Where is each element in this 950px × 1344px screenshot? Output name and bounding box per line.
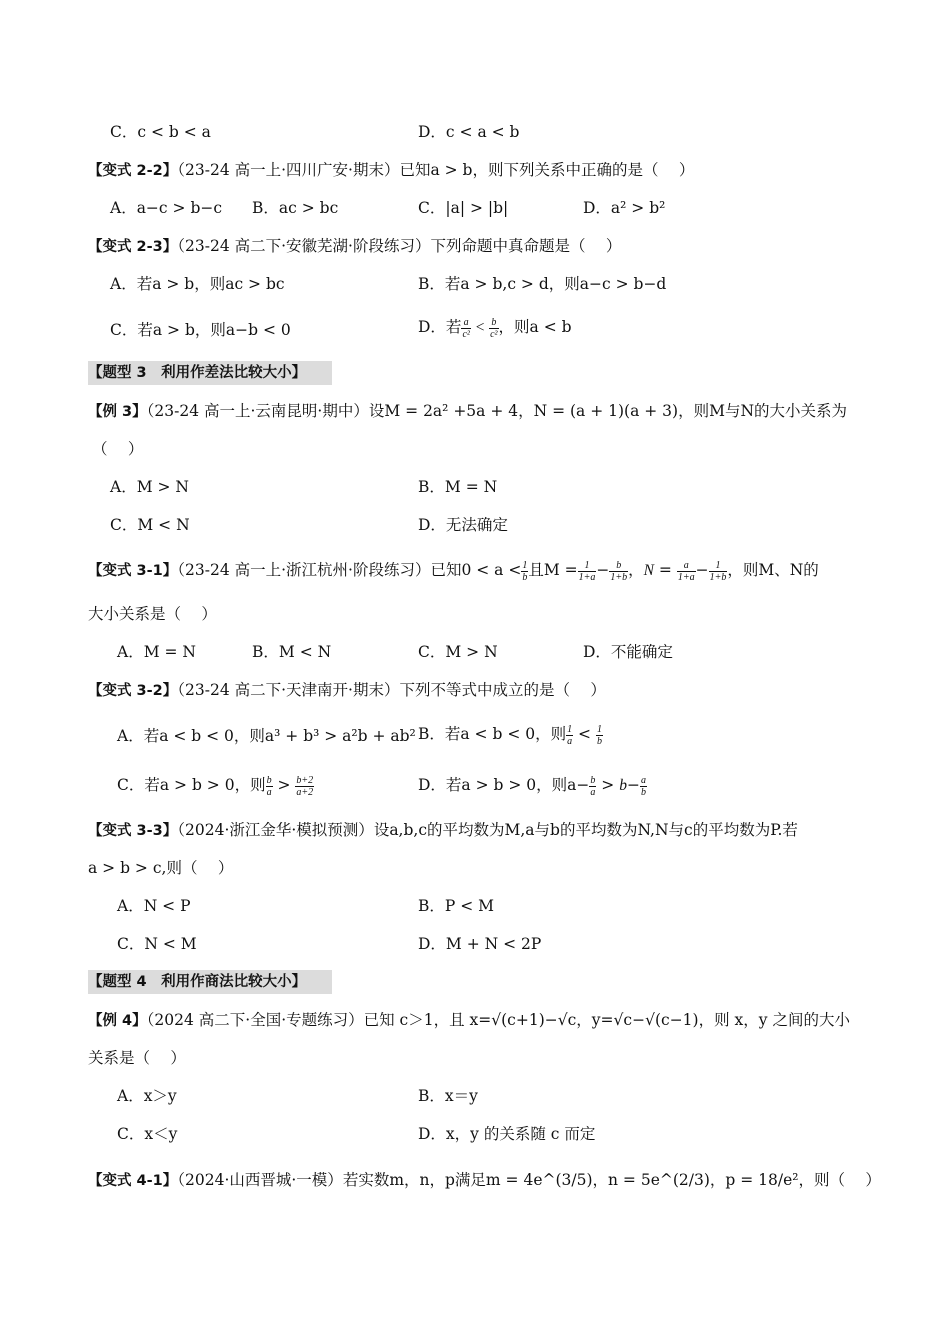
option-d: D．若a > b > 0，则a− $\frac{b}{a}$ > b− $\frac{a}{b}$: [418, 774, 646, 798]
option-c: C．|a| > |b|: [418, 199, 509, 217]
question-label: 【变式 3-2】: [88, 683, 178, 699]
question-v2-2: [88, 159, 694, 182]
option-c: C．x＜y: [117, 1125, 178, 1143]
option-d: D．x，y 的关系随 c 而定: [418, 1125, 596, 1143]
option-c: C．M > N: [418, 643, 498, 661]
question-label: 【变式 3-1】: [88, 563, 178, 579]
option-a: A．N < P: [117, 897, 191, 915]
question-stem: 下列不等式中成立的是（ ）: [399, 681, 606, 699]
question-v2-3: [88, 235, 621, 258]
question-v4-1: [88, 1169, 881, 1192]
question-stem: 设M = 2a² +5a + 4，N = (a + 1)(a + 3)，则M与N的大小关系为: [368, 402, 848, 420]
question-stem-line2: 大小关系是（ ）: [88, 605, 217, 623]
option-c: C．若a > b，则a−b < 0: [110, 321, 291, 339]
option-b: B．ac > bc: [252, 199, 339, 217]
question-source: （2024·浙江金华·模拟预测）: [177, 821, 374, 839]
question-v3-1: 【变式 3-1】（23-24 高一上·浙江杭州·阶段练习）已知0 < a < $\frac{1}{b}$ 且M = $\frac{1}{1+a}$ − $\frac{b}{1+b}$ ，N = $\frac{a}{1+a}$ − $\frac{1}{1+b}$ ，则M、N的: [88, 559, 819, 583]
question-v3-2: [88, 679, 606, 702]
option-c: C．N < M: [117, 935, 197, 953]
question-ex4: [88, 1009, 850, 1032]
question-stem: 已知 c＞1，且 x=√(c+1)−√c，y=√c−√(c−1)，则 x，y 之间的大小: [363, 1011, 850, 1029]
question-stem-line2: 关系是（ ）: [88, 1049, 186, 1067]
option-d: D．无法确定: [418, 516, 508, 534]
question-stem: 设a,b,c的平均数为M,a与b的平均数为N,N与c的平均数为P.若: [373, 821, 798, 839]
option-d: D．c < a < b: [418, 123, 520, 141]
question-label: 【例 3】: [88, 404, 147, 420]
question-label: 【变式 2-3】: [88, 239, 178, 255]
question-stem: 若实数m，n，p满足m = 4e^(3/5)，n = 5e^(2/3)，p = 18/e²，则（ ）: [342, 1171, 881, 1189]
question-label: 【变式 3-3】: [88, 823, 178, 839]
question-source: （23-24 高一上·云南昆明·期中）: [146, 402, 369, 420]
question-label: 【变式 4-1】: [88, 1173, 178, 1189]
option-c: C．c < b < a: [110, 123, 211, 141]
option-b: B．P < M: [418, 897, 495, 915]
question-v3-3: [88, 819, 798, 842]
question-stem: 下列命题中真命题是（ ）: [430, 237, 622, 255]
option-c: C．若a > b > 0，则 $\frac{b}{a}$ > $\frac{b+2}{a+2}$: [117, 774, 314, 798]
option-b: B．M = N: [418, 478, 498, 496]
option-b: B．x＝y: [418, 1087, 478, 1105]
section-heading: 【题型 3 利用作差法比较大小】: [88, 361, 332, 385]
option-b: B．M < N: [252, 643, 332, 661]
question-source: （23-24 高一上·四川广安·期末）: [177, 161, 400, 179]
question-label: 【变式 2-2】: [88, 163, 178, 179]
option-a: A．若a > b，则ac > bc: [110, 275, 285, 293]
option-a: A．x＞y: [117, 1087, 177, 1105]
question-source: （2024·山西晋城·一模）: [177, 1171, 343, 1189]
option-d: D．a² > b²: [583, 199, 666, 217]
option-c: C．M < N: [110, 516, 190, 534]
option-d: D．不能确定: [583, 643, 673, 661]
question-stem: 已知a > b，则下列关系中正确的是（ ）: [399, 161, 695, 179]
option-a: A．若a < b < 0，则a³ + b³ > a²b + ab²: [117, 727, 416, 745]
question-ex3: [88, 400, 847, 423]
option-a: A．M > N: [110, 478, 189, 496]
question-source: （2024 高二下·全国·专题练习）: [146, 1011, 364, 1029]
option-b: B．若a < b < 0，则 $\frac{1}{a}$ < $\frac{1}{b}$: [418, 723, 602, 747]
question-source: （23-24 高一上·浙江杭州·阶段练习）: [177, 561, 431, 579]
option-d: D．M + N < 2P: [418, 935, 542, 953]
question-source: （23-24 高二下·安徽芜湖·阶段练习）: [177, 237, 431, 255]
option-a: A．M = N: [117, 643, 196, 661]
question-stem-line2: a > b > c,则（ ）: [88, 859, 234, 877]
answer-paren: （ ）: [92, 440, 144, 458]
option-b: B．若a > b,c > d，则a−c > b−d: [418, 275, 667, 293]
option-d: D．若 $\frac{a}{\text{c²}}$ < $\frac{b}{\text{c²}}$ ，则a < b: [418, 316, 572, 340]
section-heading: 【题型 4 利用作商法比较大小】: [88, 970, 332, 994]
question-source: （23-24 高二下·天津南开·期末）: [177, 681, 400, 699]
option-a: A．a−c > b−c: [110, 199, 223, 217]
question-label: 【例 4】: [88, 1013, 147, 1029]
